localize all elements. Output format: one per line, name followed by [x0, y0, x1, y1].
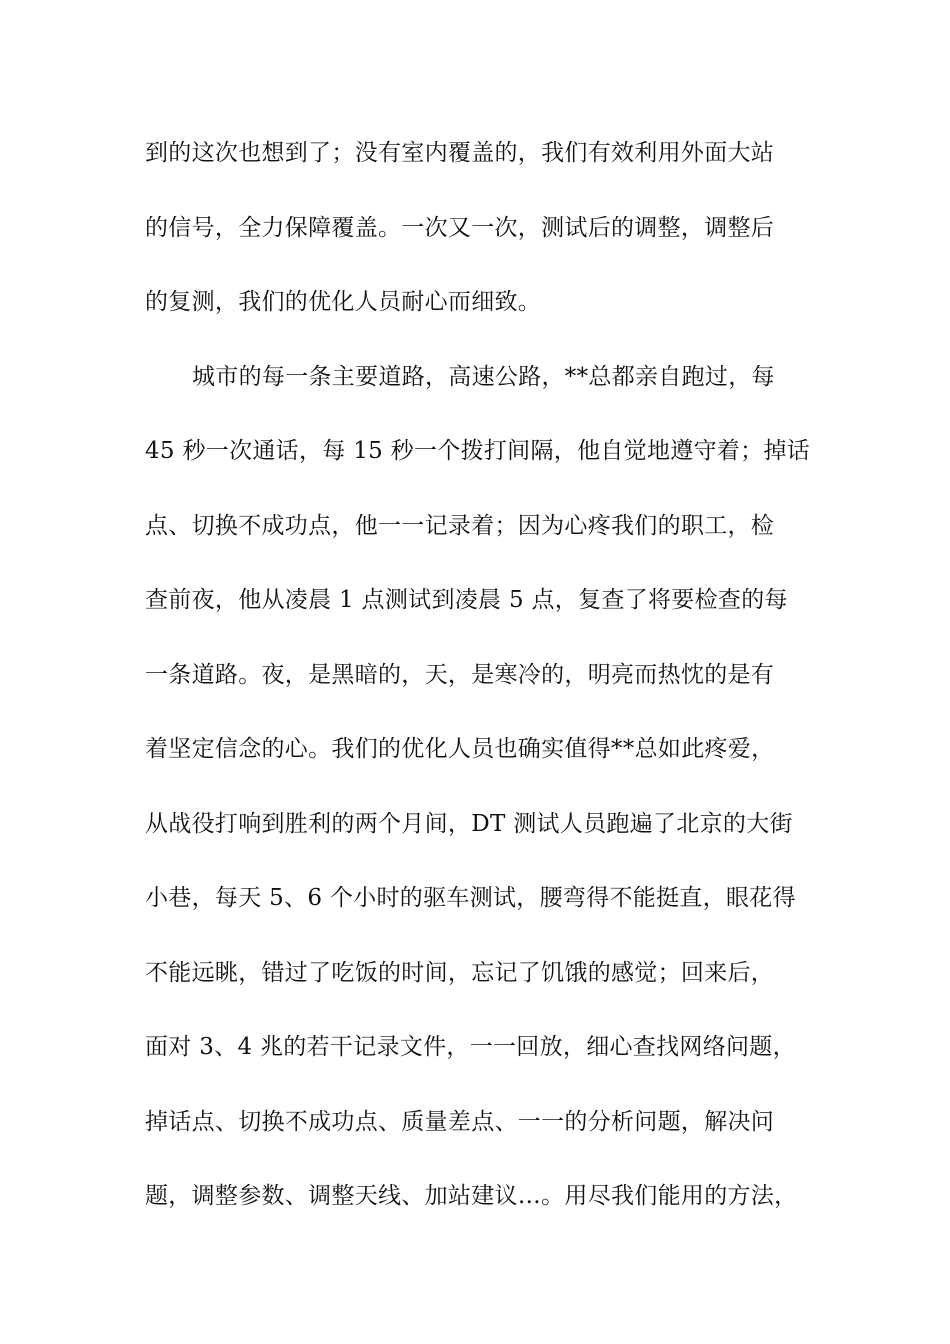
text-line: 小巷，每天 5、6 个小时的驱车测试，腰弯得不能挺直，眼花得: [145, 885, 796, 911]
text-line: 从战役打响到胜利的两个月间，DT 测试人员跑遍了北京的大街: [145, 810, 793, 837]
text-line: 45 秒一次通话，每 15 秒一个拨打间隔，他自觉地遵守着；掉话: [145, 438, 811, 464]
text-line: 一条道路。夜，是黑暗的，天，是寒冷的，明亮而热忱的是有: [145, 661, 775, 688]
paragraph-first-line: 城市的每一条主要道路，高速公路，**总都亲自跑过，每: [192, 363, 775, 390]
text-line: 面对 3、4 兆的若干记录文件，一一回放，细心查找网络问题，: [145, 1034, 796, 1060]
text-line: 的复测，我们的优化人员耐心而细致。: [145, 289, 542, 315]
text-line: 不能远眺，错过了吃饭的时间，忘记了饥饿的感觉；回来后，: [145, 959, 775, 986]
text-line: 查前夜，他从凌晨 1 点测试到凌晨 5 点，复查了将要检查的每: [145, 587, 788, 613]
text-line: 着坚定信念的心。我们的优化人员也确实值得**总如此疼爱，: [145, 736, 775, 762]
body-text: [145, 131, 845, 1249]
text-line: 到的这次也想到了；没有室内覆盖的，我们有效利用外面大站: [145, 140, 775, 166]
text-line: 点、切换不成功点，他一一记录着；因为心疼我们的职工，检: [145, 512, 775, 539]
text-line: 掉话点、切换不成功点、质量差点、一一的分析问题，解决问: [145, 1108, 775, 1135]
text-line: 题，调整参数、调整天线、加站建议…。用尽我们能用的方法，: [145, 1183, 798, 1209]
text-line: 的信号，全力保障覆盖。一次又一次，测试后的调整，调整后: [145, 214, 775, 241]
